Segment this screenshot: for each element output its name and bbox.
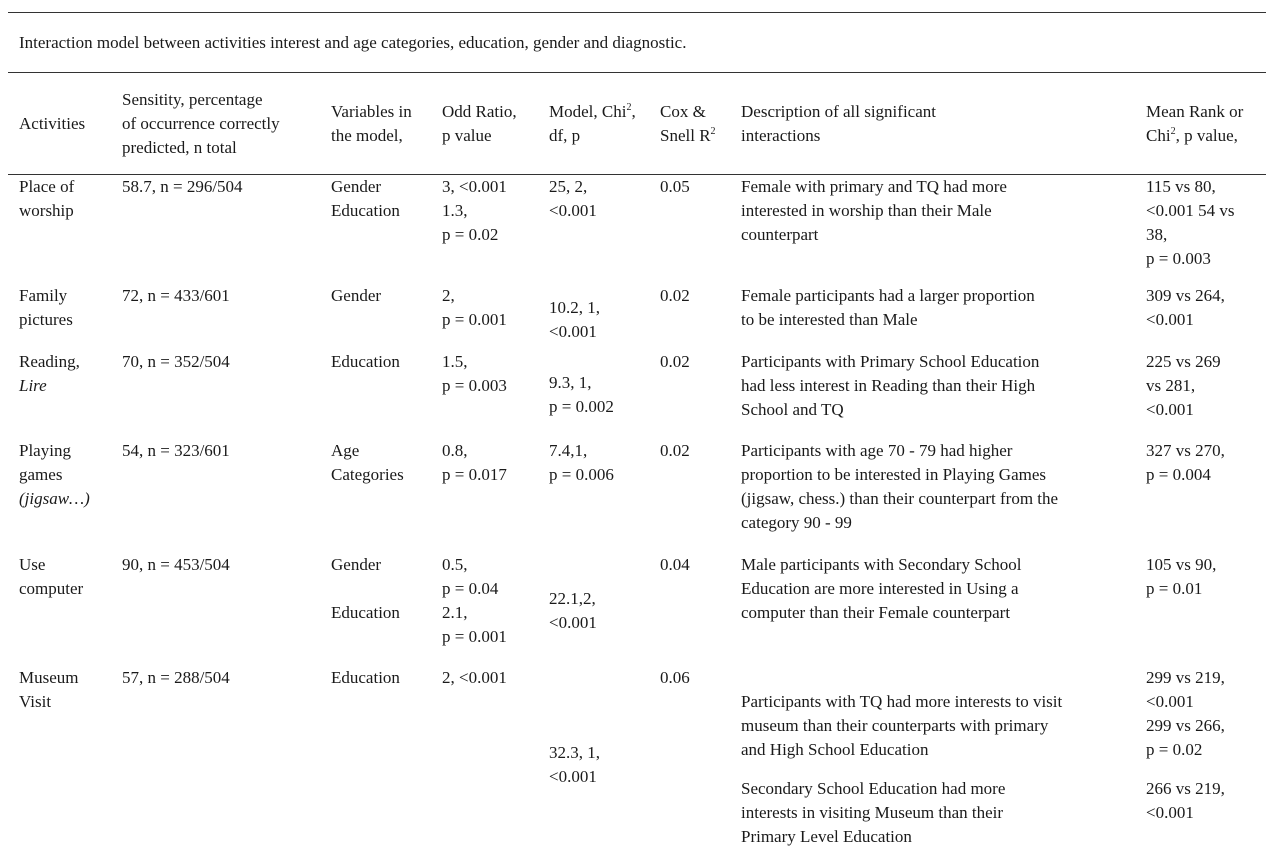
cell-variables: Gender	[331, 177, 382, 196]
cell-odd-ratio: p = 0.001	[442, 627, 507, 646]
cell-description: Female with primary and TQ had more	[741, 177, 1007, 196]
cell-model: <0.001	[549, 322, 597, 341]
cell-activity: games	[19, 465, 63, 484]
cell-description: to be interested than Male	[741, 310, 918, 329]
cell-activity: Museum	[19, 668, 79, 687]
cell-description: Participants with Primary School Education	[741, 352, 1040, 371]
cell-model: 32.3, 1,	[549, 743, 600, 762]
header-odd-ratio: Odd Ratio,	[442, 102, 517, 121]
header-variables: the model,	[331, 126, 403, 145]
cell-cox: 0.02	[660, 352, 690, 371]
cell-sensitivity: 57, n = 288/504	[122, 668, 230, 687]
cell-sensitivity: 54, n = 323/601	[122, 441, 230, 460]
header-cox-snell-text: Snell R	[660, 126, 711, 145]
cell-mean-rank: 266 vs 219,	[1146, 779, 1225, 798]
cell-mean-rank: <0.001 54 vs	[1146, 201, 1235, 220]
cell-odd-ratio: p = 0.02	[442, 225, 499, 244]
cell-mean-rank: 115 vs 80,	[1146, 177, 1216, 196]
table-caption: Interaction model between activities interest and age categories, education, gender and diagnostic.	[19, 33, 687, 52]
cell-activity: Use	[19, 555, 46, 574]
cell-mean-rank: 309 vs 264,	[1146, 286, 1225, 305]
cell-sensitivity: 72, n = 433/601	[122, 286, 230, 305]
cell-sensitivity: 58.7, n = 296/504	[122, 177, 243, 196]
cell-mean-rank: <0.001	[1146, 803, 1194, 822]
cell-mean-rank: 105 vs 90,	[1146, 555, 1217, 574]
header-description: interactions	[741, 126, 821, 145]
cell-cox: 0.05	[660, 177, 690, 196]
cell-description: Male participants with Secondary School	[741, 555, 1022, 574]
cell-variables: Gender	[331, 555, 382, 574]
cell-mean-rank: vs 281,	[1146, 376, 1196, 395]
cell-activity: Family	[19, 286, 68, 305]
cell-activity: Lire	[19, 376, 47, 395]
cell-model: <0.001	[549, 767, 597, 786]
cell-model: p = 0.006	[549, 465, 614, 484]
cell-model: p = 0.002	[549, 397, 614, 416]
cell-model: 9.3, 1,	[549, 373, 592, 392]
cell-mean-rank: p = 0.004	[1146, 465, 1211, 484]
top-rule	[8, 12, 1266, 13]
cell-model: <0.001	[549, 613, 597, 632]
cell-activity: (jigsaw…)	[19, 489, 90, 508]
cell-odd-ratio: 3, <0.001	[442, 177, 507, 196]
cell-model: 22.1,2,	[549, 589, 596, 608]
cell-odd-ratio: 0.5,	[442, 555, 468, 574]
cell-cox: 0.04	[660, 555, 690, 574]
header-odd-ratio: p value	[442, 126, 492, 145]
cell-model: <0.001	[549, 201, 597, 220]
header-cox-snell-sup: 2	[710, 126, 716, 137]
cell-mean-rank: p = 0.02	[1146, 740, 1203, 759]
header-mean-rank: Mean Rank or	[1146, 102, 1244, 121]
cell-odd-ratio: 2,	[442, 286, 455, 305]
cell-description: Female participants had a larger proportion	[741, 286, 1035, 305]
header-mean-rank-sup: 2	[1170, 126, 1176, 137]
cell-description: interests in visiting Museum than their	[741, 803, 1004, 822]
cell-model: 7.4,1,	[549, 441, 588, 460]
header-sensitivity: of occurrence correctly	[122, 114, 280, 133]
cell-odd-ratio: 1.5,	[442, 352, 468, 371]
cell-variables: Age	[331, 441, 360, 460]
cell-variables: Education	[331, 603, 400, 622]
cell-description: Participants with age 70 - 79 had higher	[741, 441, 1013, 460]
cell-activity: Playing	[19, 441, 71, 460]
cell-description: Participants with TQ had more interests to visit	[741, 692, 1063, 711]
cell-odd-ratio: p = 0.003	[442, 376, 507, 395]
cell-odd-ratio: p = 0.04	[442, 579, 499, 598]
cell-variables: Gender	[331, 286, 382, 305]
cell-description: (jigsaw, chess.) than their counterpart from the	[741, 489, 1059, 508]
cell-activity: Place of	[19, 177, 75, 196]
cell-description: museum than their counterparts with primary	[741, 716, 1049, 735]
cell-description: and High School Education	[741, 740, 929, 759]
cell-cox: 0.06	[660, 668, 690, 687]
cell-model: 25, 2,	[549, 177, 588, 196]
cell-odd-ratio: p = 0.017	[442, 465, 507, 484]
header-cox-snell	[660, 124, 716, 148]
header-model-chi: df, p	[549, 126, 581, 145]
cell-description: computer than their Female counterpart	[741, 603, 1011, 622]
header-mean-rank-text: Chi	[1146, 126, 1171, 145]
cell-mean-rank: p = 0.01	[1146, 579, 1203, 598]
cell-model: 10.2, 1,	[549, 298, 600, 317]
header-top-rule	[8, 72, 1266, 73]
cell-activity: pictures	[19, 310, 73, 329]
cell-sensitivity: 70, n = 352/504	[122, 352, 230, 371]
cell-mean-rank: 299 vs 266,	[1146, 716, 1225, 735]
header-sensitivity: Sensitity, percentage	[122, 90, 263, 109]
header-variables: Variables in	[331, 102, 412, 121]
cell-mean-rank: 299 vs 219,	[1146, 668, 1225, 687]
header-activities: Activities	[19, 114, 86, 133]
header-model-chi-text: Model, Chi	[549, 102, 627, 121]
cell-odd-ratio: 1.3,	[442, 201, 468, 220]
cell-variables: Education	[331, 668, 400, 687]
cell-cox: 0.02	[660, 441, 690, 460]
cell-variables: Education	[331, 201, 400, 220]
cell-activity: computer	[19, 579, 84, 598]
header-model-chi-sup: 2	[626, 102, 632, 113]
cell-odd-ratio: 0.8,	[442, 441, 468, 460]
cell-description: counterpart	[741, 225, 819, 244]
cell-description: had less interest in Reading than their High	[741, 376, 1036, 395]
header-cox-snell: Cox &	[660, 102, 706, 121]
cell-mean-rank: 38,	[1146, 225, 1168, 244]
cell-variables: Categories	[331, 465, 404, 484]
cell-mean-rank: p = 0.003	[1146, 249, 1211, 268]
cell-odd-ratio: 2.1,	[442, 603, 468, 622]
cell-description: Primary Level Education	[741, 827, 912, 846]
cell-mean-rank: <0.001	[1146, 400, 1194, 419]
cell-activity: worship	[19, 201, 74, 220]
cell-mean-rank: <0.001	[1146, 692, 1194, 711]
header-model-chi	[549, 100, 636, 124]
cell-description: proportion to be interested in Playing Games	[741, 465, 1046, 484]
header-mean-rank	[1146, 124, 1238, 148]
cell-description: School and TQ	[741, 400, 844, 419]
cell-description: Secondary School Education had more	[741, 779, 1006, 798]
cell-odd-ratio: 2, <0.001	[442, 668, 507, 687]
cell-cox: 0.02	[660, 286, 690, 305]
cell-sensitivity: 90, n = 453/504	[122, 555, 230, 574]
cell-description: Education are more interested in Using a	[741, 579, 1019, 598]
cell-activity: Visit	[19, 692, 52, 711]
cell-odd-ratio: p = 0.001	[442, 310, 507, 329]
header-description: Description of all significant	[741, 102, 936, 121]
header-model-chi-comma: ,	[631, 102, 636, 121]
cell-activity: Reading,	[19, 352, 80, 371]
cell-mean-rank: <0.001	[1146, 310, 1194, 329]
header-sensitivity: predicted, n total	[122, 138, 237, 157]
cell-variables: Education	[331, 352, 400, 371]
cell-mean-rank: 327 vs 270,	[1146, 441, 1225, 460]
header-mean-rank-tail: , p value,	[1175, 126, 1238, 145]
cell-mean-rank: 225 vs 269	[1146, 352, 1221, 371]
cell-description: interested in worship than their Male	[741, 201, 992, 220]
cell-description: category 90 - 99	[741, 513, 852, 532]
